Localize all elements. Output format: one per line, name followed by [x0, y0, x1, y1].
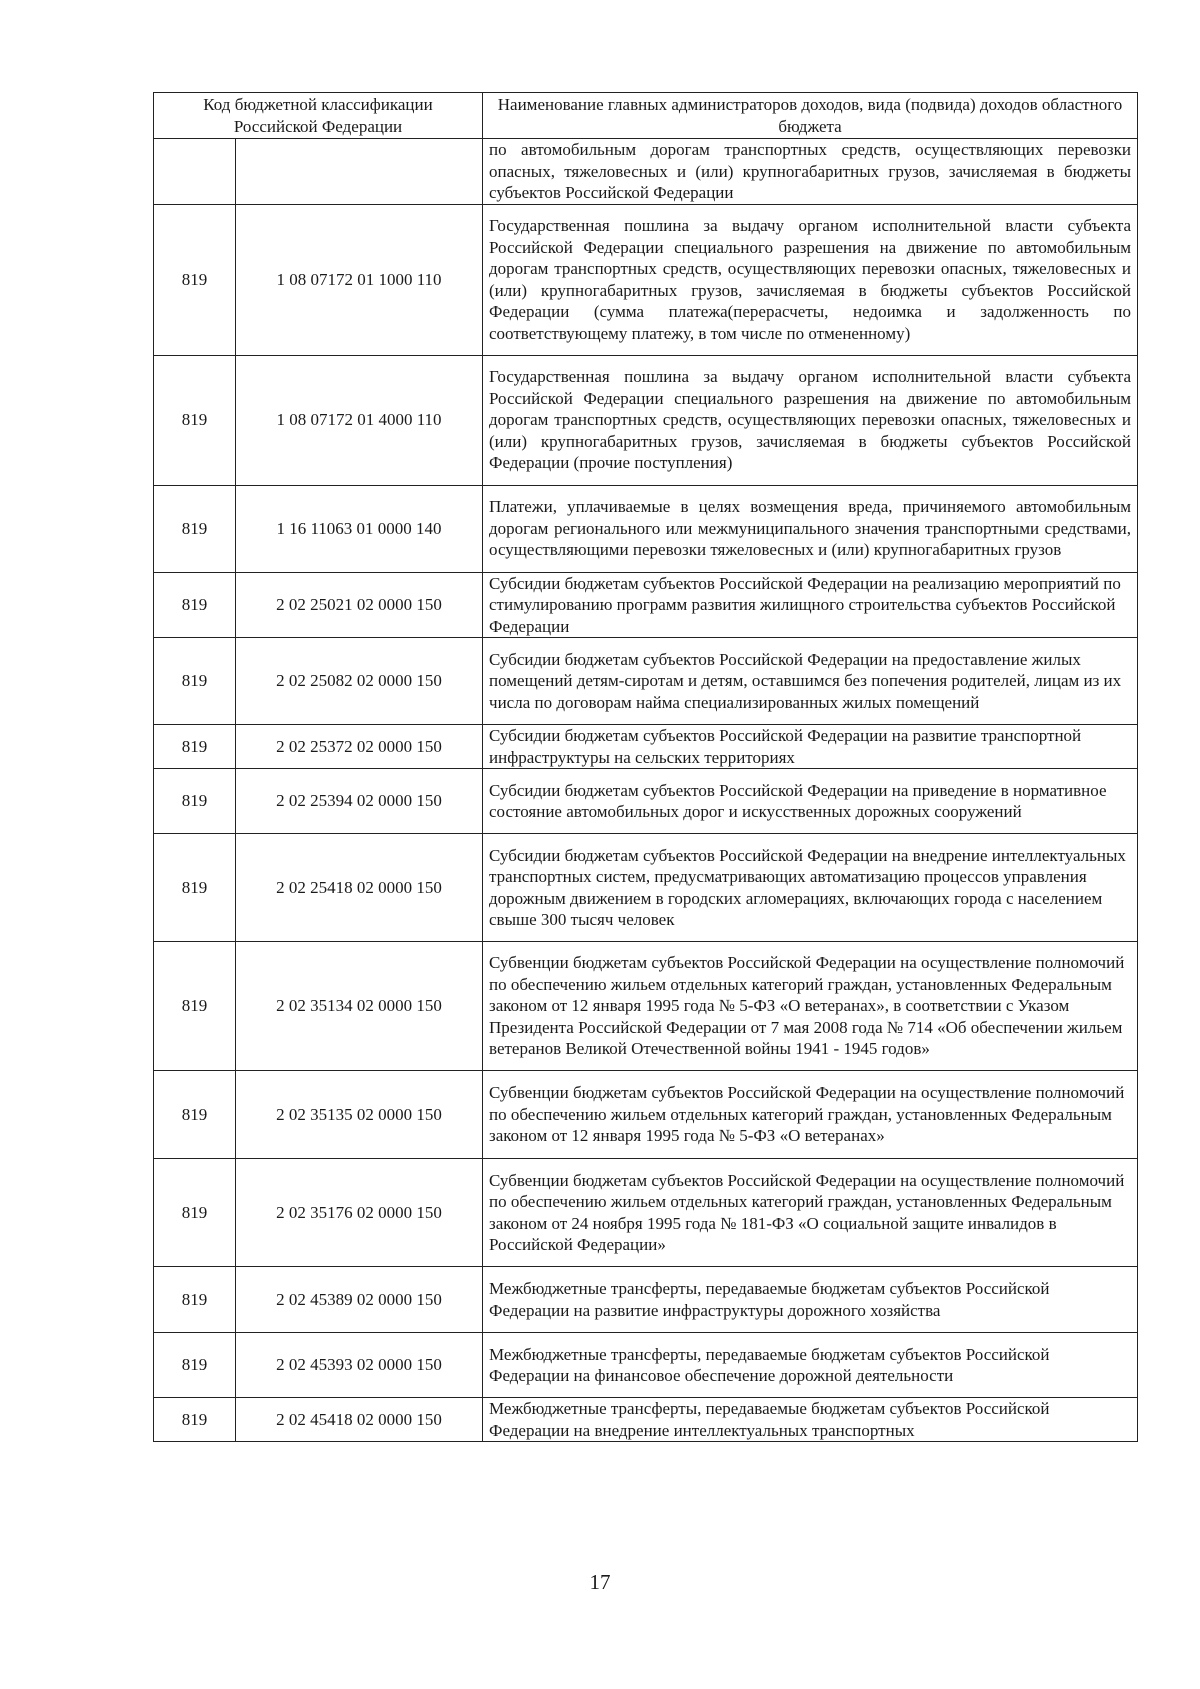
revenue-name-cell: Субвенции бюджетам субъектов Российской Федерации на осуществление полномочий по обеспечению жильем отдельных категорий граждан, установленных Федеральным законом от 12 января 1995 года № 5-ФЗ «О ветеранах», в соответствии с Указом Президента Российской Федерации от 7 мая 2008 года № 714 «Об обеспечении жильем ветеранов Великой Отечественной войны 1941 - 1945 годов» [483, 942, 1138, 1071]
admin-code-cell [154, 139, 236, 205]
table-row [154, 485, 1138, 572]
revenue-name-cell: Субсидии бюджетам субъектов Российской Федерации на приведение в нормативное состояние автомобильных дорог и искусственных дорожных сооружений [483, 769, 1138, 834]
admin-code-cell: 819 [154, 1267, 236, 1333]
revenue-name-cell: Субвенции бюджетам субъектов Российской Федерации на осуществление полномочий по обеспечению жильем отдельных категорий граждан, установленных Федеральным законом от 24 ноября 1995 года № 181-ФЗ «О социальной защите инвалидов в Российской Федерации» [483, 1159, 1138, 1267]
table-row [154, 139, 1138, 205]
admin-code-cell: 819 [154, 485, 236, 572]
classification-code-cell: 2 02 45389 02 0000 150 [236, 1267, 483, 1333]
table-row [154, 204, 1138, 355]
admin-code-cell: 819 [154, 1398, 236, 1442]
table-body [154, 139, 1138, 1442]
table-row [154, 1398, 1138, 1442]
revenue-name-cell: Межбюджетные трансферты, передаваемые бюджетам субъектов Российской Федерации на развитие инфраструктуры дорожного хозяйства [483, 1267, 1138, 1333]
table-row [154, 725, 1138, 769]
admin-code-cell: 819 [154, 834, 236, 942]
admin-code-cell: 819 [154, 769, 236, 834]
revenue-name-cell: Субсидии бюджетам субъектов Российской Федерации на реализацию мероприятий по стимулированию программ развития жилищного строительства субъектов Российской Федерации [483, 572, 1138, 638]
page-number: 17 [589, 1570, 611, 1594]
classification-code-cell: 1 08 07172 01 4000 110 [236, 355, 483, 485]
table-row [154, 769, 1138, 834]
classification-code-cell: 2 02 45393 02 0000 150 [236, 1333, 483, 1398]
classification-code-cell [236, 139, 483, 205]
admin-code-cell: 819 [154, 1071, 236, 1159]
table-row [154, 834, 1138, 942]
revenue-name-cell: Государственная пошлина за выдачу органом исполнительной власти субъекта Российской Федерации специального разрешения на движение по автомобильным дорогам транспортных средств, осуществляющих перевозки опасных, тяжеловесных и (или) крупногабаритных грузов, зачисляемая в бюджеты субъектов Российской Федерации (сумма платежа(перерасчеты, недоимка и задолженность по соответствующему платежу, в том числе по отмененному) [483, 204, 1138, 355]
admin-code-cell: 819 [154, 942, 236, 1071]
revenue-name-cell: по автомобильным дорогам транспортных средств, осуществляющих перевозки опасных, тяжеловесных и (или) крупногабаритных грузов, зачисляемая в бюджеты субъектов Российской Федерации [483, 139, 1138, 205]
table-row [154, 355, 1138, 485]
table-row [154, 1071, 1138, 1159]
admin-code-cell: 819 [154, 355, 236, 485]
classification-code-cell: 2 02 25021 02 0000 150 [236, 572, 483, 638]
revenue-name-cell: Субсидии бюджетам субъектов Российской Федерации на предоставление жилых помещений детям-сиротам и детям, оставшимся без попечения родителей, лицам из их числа по договорам найма специализированных жилых помещений [483, 638, 1138, 725]
revenue-name-cell: Субсидии бюджетам субъектов Российской Федерации на внедрение интеллектуальных транспортных систем, предусматривающих автоматизацию процессов управления дорожным движением в городских агломерациях, включающих города с населением свыше 300 тысяч человек [483, 834, 1138, 942]
table-header-row [154, 93, 1138, 139]
revenue-name-cell: Субвенции бюджетам субъектов Российской Федерации на осуществление полномочий по обеспечению жильем отдельных категорий граждан, установленных Федеральным законом от 12 января 1995 года № 5-ФЗ «О ветеранах» [483, 1071, 1138, 1159]
header-code-column: Код бюджетной классификации Российской Федерации [154, 93, 483, 139]
classification-code-cell: 2 02 35176 02 0000 150 [236, 1159, 483, 1267]
classification-code-cell: 2 02 45418 02 0000 150 [236, 1398, 483, 1442]
classification-code-cell: 2 02 35135 02 0000 150 [236, 1071, 483, 1159]
header-name-column: Наименование главных администраторов доходов, вида (подвида) доходов областного бюджета [483, 93, 1138, 139]
admin-code-cell: 819 [154, 204, 236, 355]
table-row [154, 1333, 1138, 1398]
classification-code-cell: 2 02 25082 02 0000 150 [236, 638, 483, 725]
admin-code-cell: 819 [154, 572, 236, 638]
revenue-name-cell: Межбюджетные трансферты, передаваемые бюджетам субъектов Российской Федерации на финансовое обеспечение дорожной деятельности [483, 1333, 1138, 1398]
budget-classification-table [153, 92, 1138, 1442]
table-row [154, 942, 1138, 1071]
table-row [154, 1267, 1138, 1333]
classification-code-cell: 2 02 25394 02 0000 150 [236, 769, 483, 834]
table-row [154, 572, 1138, 638]
admin-code-cell: 819 [154, 725, 236, 769]
table-row [154, 1159, 1138, 1267]
revenue-name-cell: Платежи, уплачиваемые в целях возмещения вреда, причиняемого автомобильным дорогам регионального или межмуниципального значения транспортными средствами, осуществляющими перевозки тяжеловесных и (или) крупногабаритных грузов [483, 485, 1138, 572]
admin-code-cell: 819 [154, 1159, 236, 1267]
table-row [154, 638, 1138, 725]
revenue-name-cell: Государственная пошлина за выдачу органом исполнительной власти субъекта Российской Федерации специального разрешения на движение по автомобильным дорогам транспортных средств, осуществляющих перевозки опасных, тяжеловесных и (или) крупногабаритных грузов, зачисляемая в бюджеты субъектов Российской Федерации (прочие поступления) [483, 355, 1138, 485]
revenue-name-cell: Субсидии бюджетам субъектов Российской Федерации на развитие транспортной инфраструктуры на сельских территориях [483, 725, 1138, 769]
classification-code-cell: 2 02 25372 02 0000 150 [236, 725, 483, 769]
admin-code-cell: 819 [154, 1333, 236, 1398]
classification-code-cell: 1 08 07172 01 1000 110 [236, 204, 483, 355]
classification-code-cell: 2 02 35134 02 0000 150 [236, 942, 483, 1071]
revenue-name-cell: Межбюджетные трансферты, передаваемые бюджетам субъектов Российской Федерации на внедрение интеллектуальных транспортных [483, 1398, 1138, 1442]
classification-code-cell: 2 02 25418 02 0000 150 [236, 834, 483, 942]
classification-code-cell: 1 16 11063 01 0000 140 [236, 485, 483, 572]
admin-code-cell: 819 [154, 638, 236, 725]
